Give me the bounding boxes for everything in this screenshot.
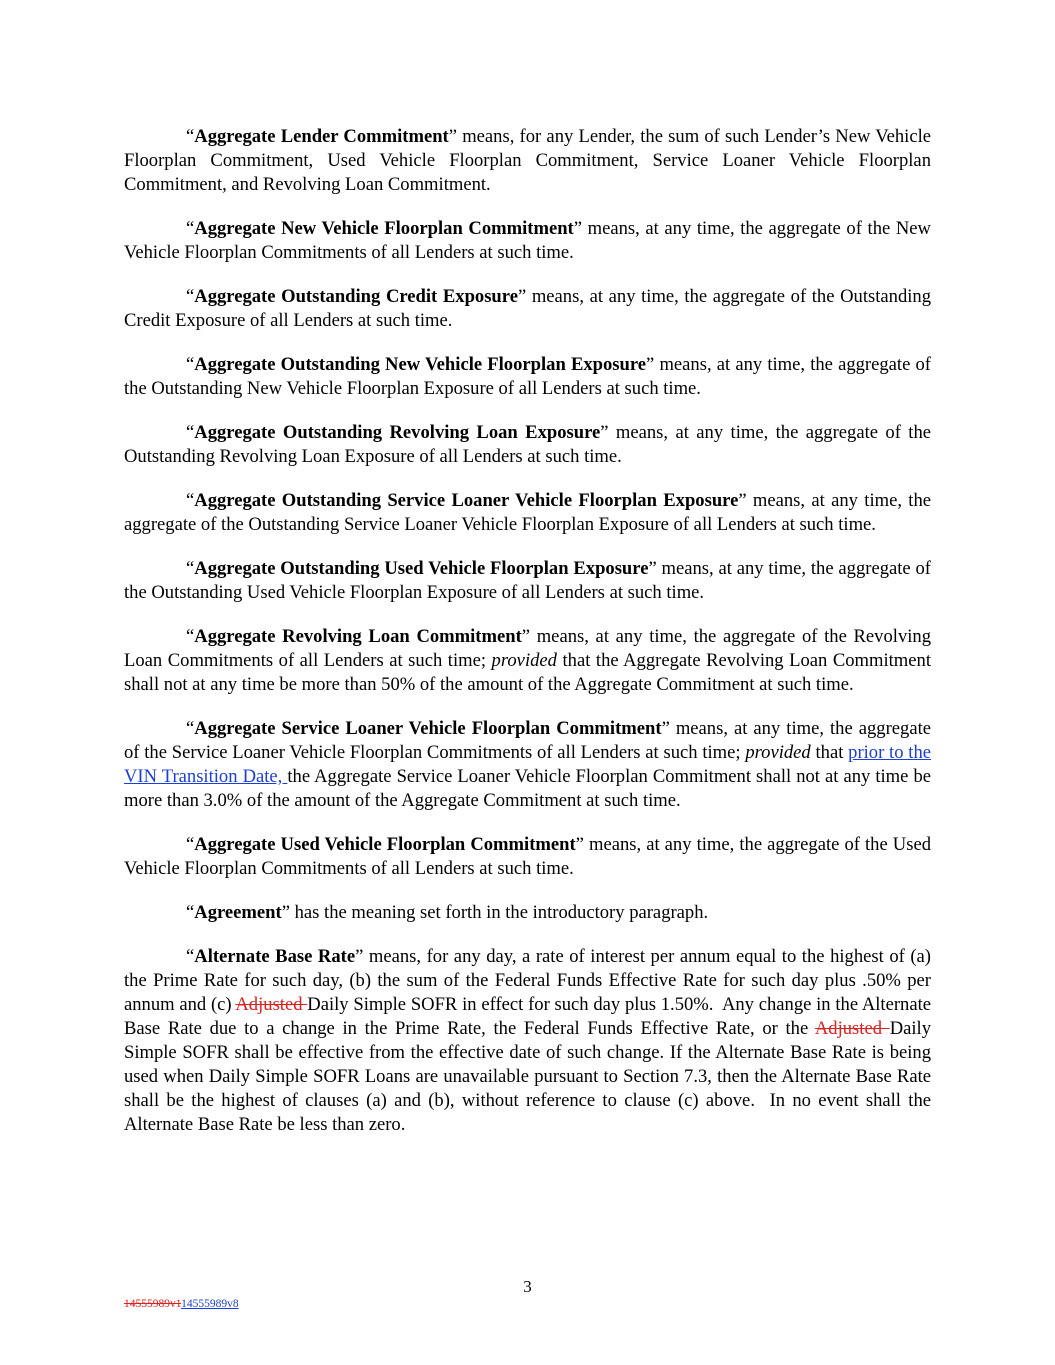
definition-aggregate-outstanding-new-vehicle-floorplan-exposure: “Aggregate Outstanding New Vehicle Floorplan Exposure” means, at any time, the aggregate of the Outstanding New Vehicle Floorplan Exposure of all Lenders at such time. xyxy=(124,354,931,399)
definition-aggregate-revolving-loan-commitment: “Aggregate Revolving Loan Commitment” means, at any time, the aggregate of the Revolving Loan Commitments of all Lenders at such time; provided that the Aggregate Revolving Loan Commitment shall not at any time be more than 50% of the amount of the Aggregate Commitment at such time. xyxy=(124,626,931,695)
defined-term: Aggregate Outstanding Used Vehicle Floorplan Exposure xyxy=(194,558,649,579)
definition-aggregate-service-loaner-vehicle-floorplan-commitment: “Aggregate Service Loaner Vehicle Floorplan Commitment” means, at any time, the aggregate of the Service Loaner Vehicle Floorplan Commitments of all Lenders at such time; provided that prior to the VIN Transition Date, the Aggregate Service Loaner Vehicle Floorplan Commitment shall not at any time be more than 3.0% of the amount of the Aggregate Commitment at such time. xyxy=(124,718,931,811)
definition-aggregate-outstanding-used-vehicle-floorplan-exposure: “Aggregate Outstanding Used Vehicle Floorplan Exposure” means, at any time, the aggregate of the Outstanding Used Vehicle Floorplan Exposure of all Lenders at such time. xyxy=(124,558,931,603)
definition-text: Daily Simple SOFR in effect for such day plus 1.50%. Any change in the Alternate Base Rate due to a change in the Prime Rate, the Federal Funds Effective Rate, or the xyxy=(124,994,932,1039)
defined-term: Aggregate Outstanding New Vehicle Floorplan Exposure xyxy=(194,354,647,375)
definition-text: ” means, at any time, the aggregate of the Outstanding Credit Exposure of all Lenders at such time. xyxy=(124,286,931,331)
defined-term: Aggregate Outstanding Service Loaner Vehicle Floorplan Exposure xyxy=(194,490,739,511)
definition-text: ” means, at any time, the aggregate of the Outstanding Service Loaner Vehicle Floorplan Exposure of all Lenders at such time. xyxy=(124,490,932,535)
definition-text: ” means, at any time, the aggregate of the Used Vehicle Floorplan Commitments of all Lenders at such time. xyxy=(124,834,931,879)
definition-aggregate-new-vehicle-floorplan-commitment: “Aggregate New Vehicle Floorplan Commitment” means, at any time, the aggregate of the New Vehicle Floorplan Commitments of all Lenders at such time. xyxy=(124,218,931,263)
defined-term: Alternate Base Rate xyxy=(194,946,356,967)
defined-term: Aggregate Outstanding Credit Exposure xyxy=(194,286,518,307)
definition-agreement: “Agreement” has the meaning set forth in the introductory paragraph. xyxy=(186,902,709,923)
definition-text: ” means, at any time, the aggregate of the New Vehicle Floorplan Commitments of all Lenders at such time. xyxy=(124,218,931,263)
italic-provided: provided xyxy=(491,650,557,671)
definition-text: ” means, at any time, the aggregate of the Outstanding Used Vehicle Floorplan Exposure of all Lenders at such time. xyxy=(124,558,931,603)
definition-text: ” has the meaning set forth in the introductory paragraph. xyxy=(281,902,709,923)
definition-text: ” means, for any day, a rate of interest per annum equal to the highest of (a) the Prime Rate for such day, (b) the sum of the Federal Funds Effective Rate for such day plus .50% per annum and (c) xyxy=(124,946,931,1015)
definition-text: ” means, at any time, the aggregate of the Outstanding New Vehicle Floorplan Exposure of all Lenders at such time. xyxy=(124,354,931,399)
deleted-text-redline: Adjusted xyxy=(814,1018,890,1039)
definition-text: ” means, for any Lender, the sum of such Lender’s New Vehicle Floorplan Commitment, Used Vehicle Floorplan Commitment, Service Loaner Vehicle Floorplan Commitment, and Revolving Loan Commitment. xyxy=(124,126,931,195)
defined-term: Aggregate New Vehicle Floorplan Commitment xyxy=(194,218,574,239)
definition-alternate-base-rate: “Alternate Base Rate” means, for any day, a rate of interest per annum equal to the highest of (a) the Prime Rate for such day, (b) the sum of the Federal Funds Effective Rate for such day plus .50% per annum and (c) Adjusted Daily Simple SOFR in effect for such day plus 1.50%. Any change in the Alternate Base Rate due to a change in the Prime Rate, the Federal Funds Effective Rate, or the Adjusted Daily Simple SOFR shall be effective from the effective date of such change. If the Alternate Base Rate is being used when Daily Simple SOFR Loans are unavailable pursuant to Section 7.3, then the Alternate Base Rate shall be the highest of clauses (a) and (b), without reference to clause (c) above. In no event shall the Alternate Base Rate be less than zero. xyxy=(124,946,932,1135)
definition-text: that the Aggregate Revolving Loan Commitment shall not at any time be more than 50% of the amount of the Aggregate Commitment at such time. xyxy=(124,650,931,695)
definition-text: ” means, at any time, the aggregate of the Service Loaner Vehicle Floorplan Commitments of all Lenders at such time; xyxy=(124,718,931,763)
definition-text: ” means, at any time, the aggregate of the Outstanding Revolving Loan Exposure of all Lenders at such time. xyxy=(124,422,931,467)
defined-term: Agreement xyxy=(194,902,282,923)
doc-id-inserted: 14555989v8 xyxy=(181,1298,239,1310)
page-number: 3 xyxy=(523,1277,532,1296)
definition-text: ” means, at any time, the aggregate of the Revolving Loan Commitments of all Lenders at such time; xyxy=(124,626,931,671)
definition-aggregate-outstanding-credit-exposure: “Aggregate Outstanding Credit Exposure” means, at any time, the aggregate of the Outstanding Credit Exposure of all Lenders at such time. xyxy=(124,286,931,331)
defined-term: Aggregate Revolving Loan Commitment xyxy=(194,626,522,647)
inserted-text-redline: prior to the VIN Transition Date, xyxy=(124,742,931,787)
definition-aggregate-used-vehicle-floorplan-commitment: “Aggregate Used Vehicle Floorplan Commitment” means, at any time, the aggregate of the Used Vehicle Floorplan Commitments of all Lenders at such time. xyxy=(124,834,931,879)
defined-term: Aggregate Outstanding Revolving Loan Exposure xyxy=(194,422,601,443)
document-id xyxy=(124,1297,239,1311)
defined-term: Aggregate Used Vehicle Floorplan Commitment xyxy=(194,834,576,855)
definition-text: the Aggregate Service Loaner Vehicle Floorplan Commitment shall not at any time be more than 3.0% of the amount of the Aggregate Commitment at such time. xyxy=(124,766,931,811)
definition-aggregate-lender-commitment: “Aggregate Lender Commitment” means, for any Lender, the sum of such Lender’s New Vehicle Floorplan Commitment, Used Vehicle Floorplan Commitment, Service Loaner Vehicle Floorplan Commitment, and Revolving Loan Commitment. xyxy=(124,126,931,195)
document-body xyxy=(124,125,931,1157)
defined-term: Aggregate Service Loaner Vehicle Floorplan Commitment xyxy=(194,718,662,739)
defined-term: Aggregate Lender Commitment xyxy=(194,126,449,147)
definition-aggregate-outstanding-service-loaner-exposure: “Aggregate Outstanding Service Loaner Vehicle Floorplan Exposure” means, at any time, the aggregate of the Outstanding Service Loaner Vehicle Floorplan Exposure of all Lenders at such time. xyxy=(124,490,932,535)
definition-text: Daily Simple SOFR shall be effective from the effective date of such change. If the Alternate Base Rate is being used when Daily Simple SOFR Loans are unavailable pursuant to Section 7.3, then the Alternate Base Rate shall be the highest of clauses (a) and (b), without reference to clause (c) above. In no event shall the Alternate Base Rate be less than zero. xyxy=(124,1018,931,1135)
italic-provided: provided xyxy=(745,742,811,763)
doc-id-deleted: 14555989v1 xyxy=(124,1298,182,1310)
deleted-text-redline: Adjusted xyxy=(235,994,308,1015)
definition-text: that xyxy=(810,742,849,763)
definition-aggregate-outstanding-revolving-loan-exposure: “Aggregate Outstanding Revolving Loan Exposure” means, at any time, the aggregate of the Outstanding Revolving Loan Exposure of all Lenders at such time. xyxy=(124,422,931,467)
